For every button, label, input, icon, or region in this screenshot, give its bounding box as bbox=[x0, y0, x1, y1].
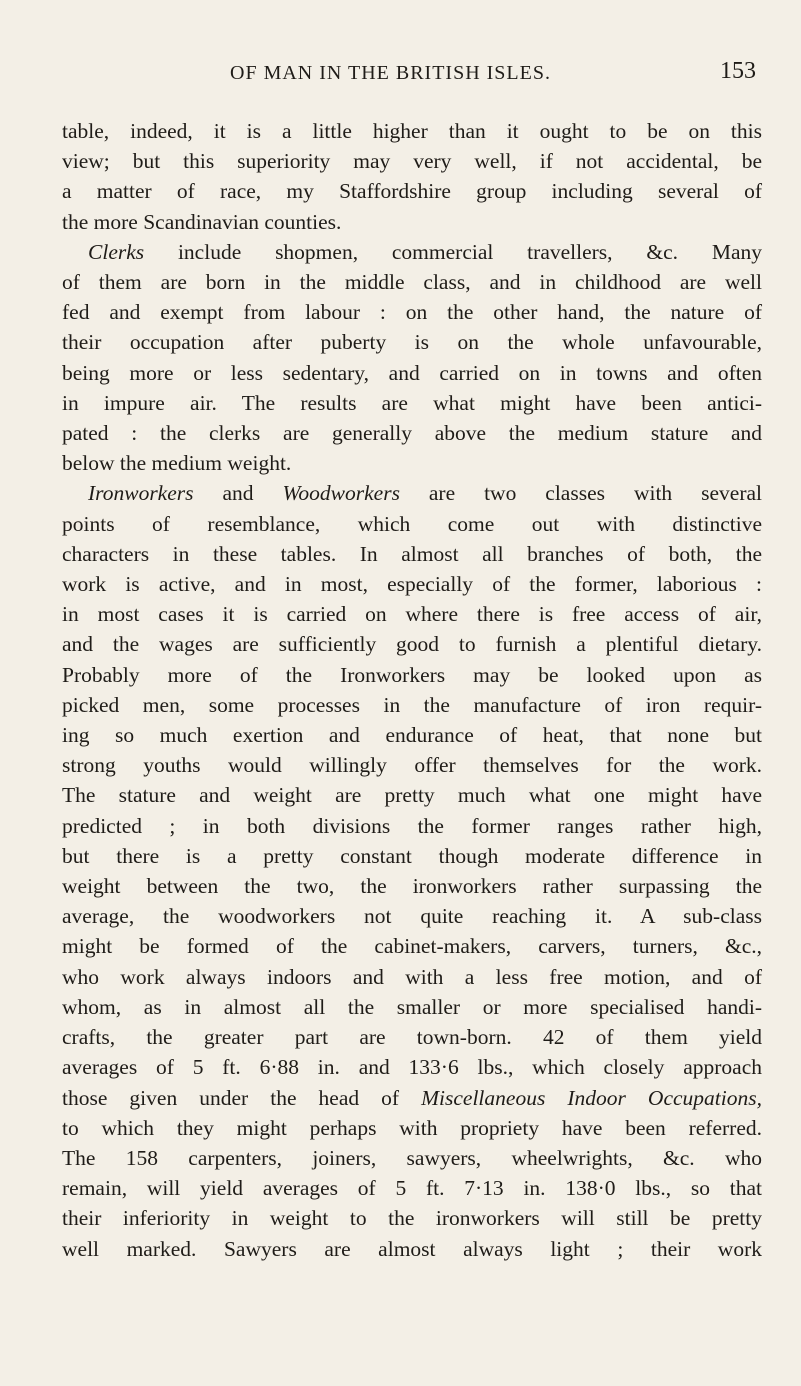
text-line: well marked. Sawyers are almost always light ; their work bbox=[62, 1236, 762, 1261]
paragraph-3 bbox=[62, 478, 762, 1263]
paragraph-1 bbox=[62, 116, 762, 237]
text-run: include shopmen, commercial travellers, &c. Many bbox=[144, 239, 762, 264]
text-line: remain, will yield averages of 5 ft. 7·13 in. 138·0 lbs., so that bbox=[62, 1176, 762, 1201]
text-line: average, the woodworkers not quite reaching it. A sub-class bbox=[62, 904, 762, 929]
text-line bbox=[62, 1083, 762, 1113]
text-line bbox=[62, 237, 762, 267]
text-line: whom, as in almost all the smaller or more specialised handi- bbox=[62, 994, 762, 1019]
text-line: predicted ; in both divisions the former ranges rather high, bbox=[62, 813, 762, 838]
text-line: The stature and weight are pretty much what one might have bbox=[62, 783, 762, 808]
text-line: of them are born in the middle class, and in childhood are well bbox=[62, 270, 762, 295]
text-line: picked men, some processes in the manufacture of iron requir- bbox=[62, 692, 762, 717]
text-line: in impure air. The results are what might have been antici- bbox=[62, 390, 762, 415]
text-line: strong youths would willingly offer themselves for the work. bbox=[62, 753, 762, 778]
text-line: in most cases it is carried on where there is free access of air, bbox=[62, 602, 762, 627]
text-line: Probably more of the Ironworkers may be looked upon as bbox=[62, 662, 762, 687]
text-line: weight between the two, the ironworkers rather surpassing the bbox=[62, 874, 762, 899]
text-run: those given under the head of bbox=[62, 1085, 422, 1110]
text-line: view; but this superiority may very well, if not accidental, be bbox=[62, 149, 762, 174]
italic-term-ironworkers: Ironworkers bbox=[88, 481, 194, 506]
text-line: might be formed of the cabinet-makers, carvers, turners, &c., bbox=[62, 934, 762, 959]
text-line: ing so much exertion and endurance of heat, that none but bbox=[62, 723, 762, 748]
text-line: work is active, and in most, especially of the former, laborious : bbox=[62, 572, 762, 597]
italic-term-clerks: Clerks bbox=[88, 239, 145, 264]
text-run: and bbox=[193, 481, 283, 506]
text-line: their occupation after puberty is on the whole unfavourable, bbox=[62, 330, 762, 355]
page-number: 153 bbox=[720, 58, 756, 84]
text-line: points of resemblance, which come out with distinctive bbox=[62, 511, 762, 536]
text-line: to which they might perhaps with propriety have been referred. bbox=[62, 1115, 762, 1140]
text-run: are two classes with several bbox=[399, 481, 762, 506]
text-line: fed and exempt from labour : on the other hand, the nature of bbox=[62, 300, 762, 325]
italic-term-misc-indoor: Miscellaneous Indoor Occupations, bbox=[421, 1085, 762, 1110]
body-text bbox=[62, 116, 762, 1264]
text-line: and the wages are sufficiently good to furnish a plentiful dietary. bbox=[62, 632, 762, 657]
text-line: averages of 5 ft. 6·88 in. and 133·6 lbs., which closely approach bbox=[62, 1055, 762, 1080]
text-line bbox=[62, 478, 762, 508]
paragraph-2 bbox=[62, 237, 762, 479]
text-line: crafts, the greater part are town-born. 42 of them yield bbox=[62, 1025, 762, 1050]
text-line: the more Scandinavian counties. bbox=[62, 209, 342, 234]
italic-term-woodworkers: Woodworkers bbox=[282, 481, 400, 506]
text-line: who work always indoors and with a less free motion, and of bbox=[62, 964, 762, 989]
text-line: characters in these tables. In almost all branches of both, the bbox=[62, 541, 762, 566]
running-head-title: OF MAN IN THE BRITISH ISLES. bbox=[230, 62, 551, 84]
text-line: table, indeed, it is a little higher than it ought to be on this bbox=[62, 119, 762, 143]
text-line: The 158 carpenters, joiners, sawyers, wheelwrights, &c. who bbox=[62, 1145, 762, 1170]
text-line: below the medium weight. bbox=[62, 451, 292, 476]
text-line: but there is a pretty constant though moderate difference in bbox=[62, 843, 762, 868]
running-head bbox=[0, 56, 801, 96]
text-line: a matter of race, my Staffordshire group including several of bbox=[62, 179, 762, 204]
text-line: their inferiority in weight to the ironworkers will still be pretty bbox=[62, 1206, 762, 1231]
text-line: being more or less sedentary, and carried on in towns and often bbox=[62, 360, 762, 385]
text-line: pated : the clerks are generally above the medium stature and bbox=[62, 421, 762, 446]
